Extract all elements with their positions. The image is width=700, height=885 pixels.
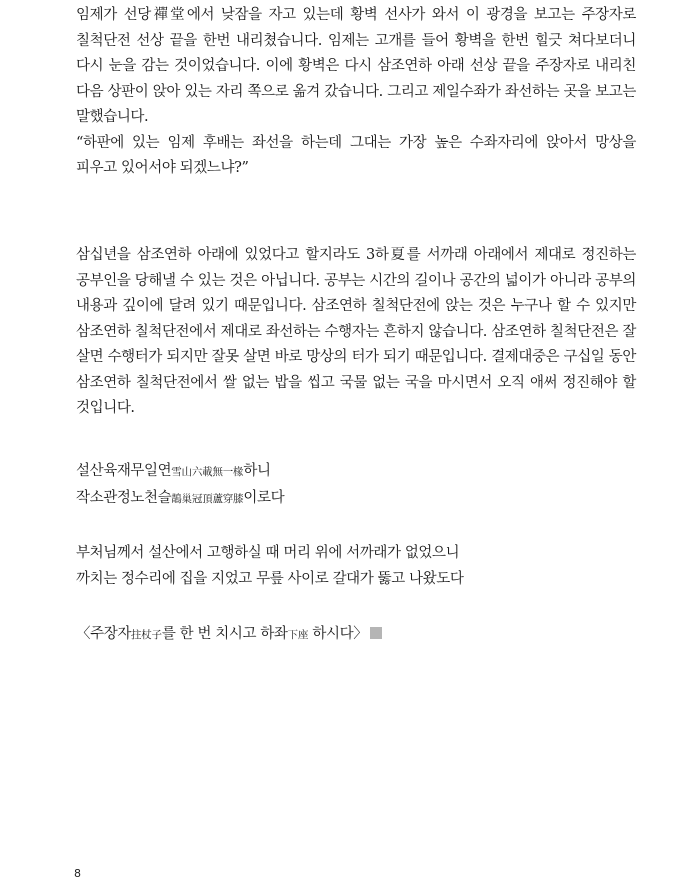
verse-original-line-2 — [76, 486, 636, 513]
verse-translation-line-1: 부처님께서 설산에서 고행하실 때 머리 위에 서까래가 없었으니 — [76, 545, 460, 561]
verse-line-1-ending: 하니 — [243, 463, 271, 479]
closing-note — [76, 622, 636, 649]
closing-text-3: 하시다 — [308, 626, 354, 642]
paragraph-narrative: 임제가 선당禪堂에서 낮잠을 자고 있는데 황벽 선사가 와서 이 광경을 보고는 주장자로 칠척단전 선상 끝을 한번 내리쳤습니다. 임제는 고개를 들어 황벽을 한번 힐긋 쳐다보더니 다시 눈을 감는 것이었습니다. 이에 황벽은 다시 삼조연하 아래 선상 끝을 주장자로 내리친 다음 상판이 앉아 있는 자리 쪽으로 옮겨 갔습니다. 그리고 제일수좌가 좌선하는 곳을 보고는 말했습니다. — [76, 7, 636, 125]
verse-line-2-korean: 작소관정노천슬 — [76, 489, 172, 506]
verse-translation — [76, 541, 636, 592]
page-number: 8 — [74, 867, 81, 880]
closing-text-1: 주장자 — [90, 626, 131, 642]
opening-passage — [76, 3, 636, 182]
closing-line — [76, 622, 636, 649]
paragraph-commentary: 삼십년을 삼조연하 아래에 있었다고 할지라도 3하夏를 서까래 아래에서 제대로 정진하는 공부인을 당해낼 수 있는 것은 아닙니다. 공부는 시간의 길이나 공간의 넓이가 아니라 공부의 내용과 깊이에 달려 있기 때문입니다. 삼조연하 칠척단전에 앉는 것은 누구나 할 수 있지만 삼조연하 칠척단전에서 제대로 좌선하는 수행자는 흔하지 않습니다. 삼조연하 칠척단전은 잘 살면 수행터가 되지만 잘못 살면 바로 망상의 터가 되기 때문입니다. 결제대중은 구십일 동안 삼조연하 칠척단전에서 쌀 없는 밥을 씹고 국물 없는 국을 마시면서 오직 애써 정진해야 할 것입니다. — [76, 247, 636, 416]
closing-hanja-1: 拄杖子 — [130, 629, 162, 641]
closing-hanja-2: 下座 — [287, 629, 309, 641]
verse-line-1-hanja: 雪山六載無一椽 — [171, 466, 244, 478]
commentary-passage — [76, 243, 636, 422]
paragraph-quote: “하판에 있는 임제 후배는 좌선을 하는데 그대는 가장 높은 수좌자리에 앉아서 망상을 피우고 있어서야 되겠느냐?” — [76, 134, 636, 176]
verse-line-2-ending: 이로다 — [243, 489, 285, 506]
verse-original-line-1 — [76, 459, 636, 486]
closing-close-bracket: 〉 — [353, 626, 368, 642]
verse-line-1-korean: 설산육재무일연 — [76, 463, 172, 479]
end-mark-icon — [370, 627, 382, 639]
closing-open-bracket: 〈 — [76, 626, 91, 642]
verse-translation-line-2: 까치는 정수리에 집을 지었고 무릎 사이로 갈대가 뚫고 나왔도다 — [76, 570, 464, 587]
verse-line-2-hanja: 鵲巢冠頂蘆穿膝 — [171, 492, 244, 505]
closing-text-2: 를 한 번 치시고 하좌 — [161, 626, 288, 642]
verse-original — [76, 459, 636, 512]
